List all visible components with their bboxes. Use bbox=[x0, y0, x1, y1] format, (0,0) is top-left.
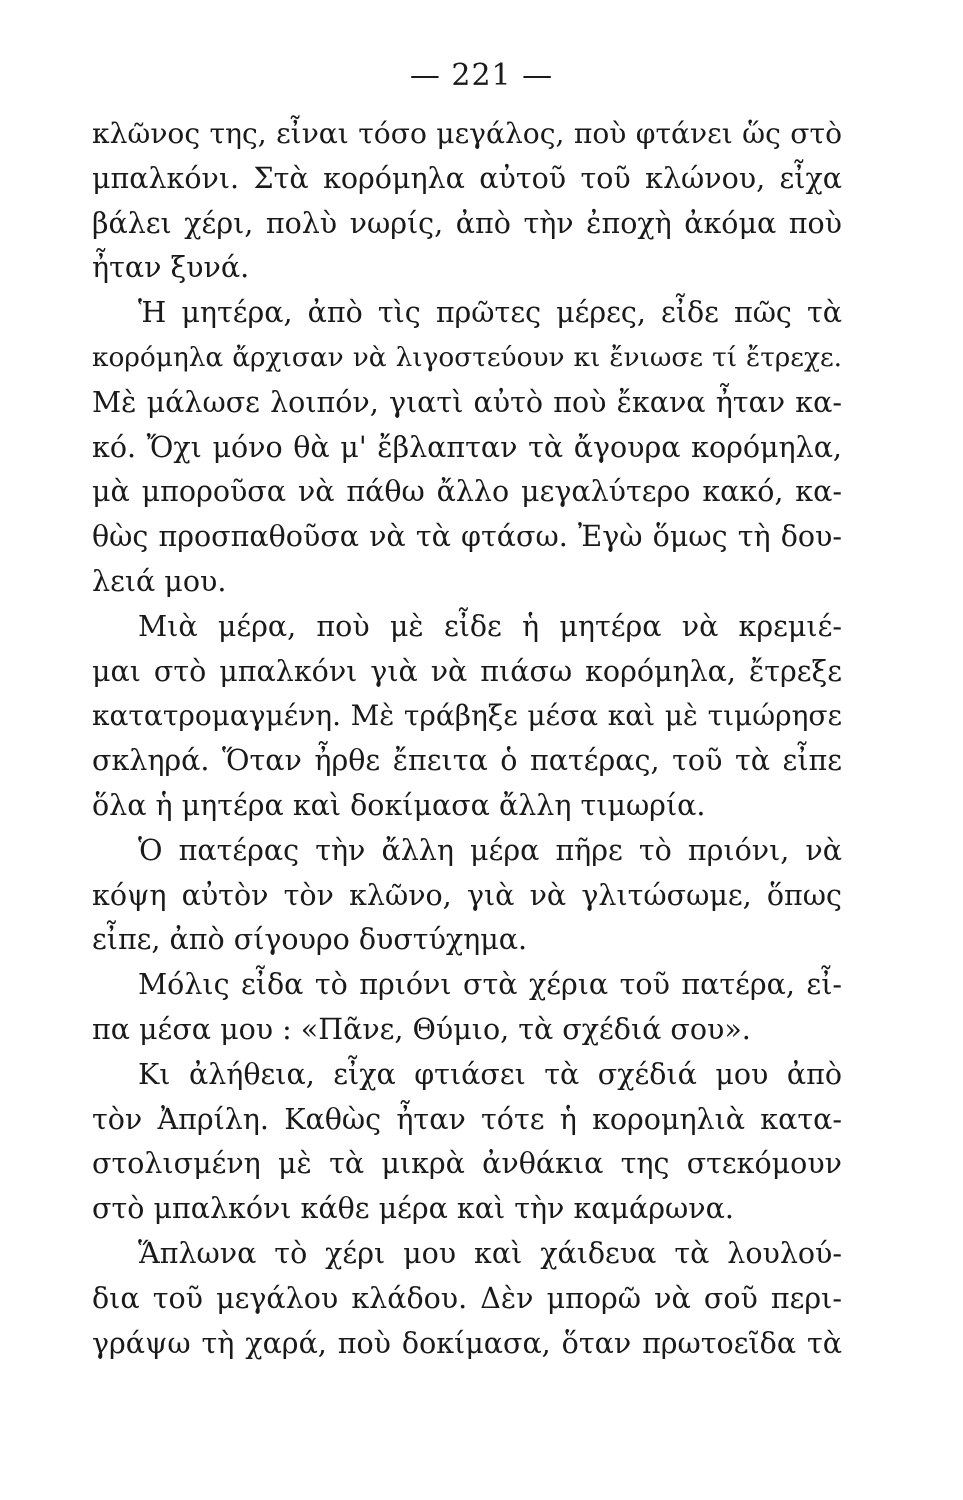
text-line: κλῶνος της, εἶναι τόσο μεγάλος, ποὺ φτάνει ὥς στὸ bbox=[92, 117, 842, 150]
text-line: σκληρά. Ὅταν ἦρθε ἔπειτα ὁ πατέρας, τοῦ τὰ εἶπε bbox=[92, 744, 842, 778]
text-line: Κι ἀλήθεια, εἶχα φτιάσει τὰ σχέδιά μου ἀπὸ bbox=[138, 1057, 842, 1091]
text-line: μὰ μποροῦσα νὰ πάθω ἄλλο μεγαλύτερο κακό, κα- bbox=[92, 475, 842, 509]
text-line: κατατρομαγμένη. Μὲ τράβηξε μέσα καὶ μὲ τιμώρησε bbox=[92, 699, 842, 733]
page-number: — 221 — bbox=[409, 58, 554, 93]
text-line: βάλει χέρι, πολὺ νωρίς, ἀπὸ τὴν ἐποχὴ ἀκόμα ποὺ bbox=[92, 206, 842, 240]
text-line: τὸν Ἀπρίλη. Καθὼς ἦταν τότε ἡ κορομηλιὰ κατα- bbox=[92, 1102, 842, 1136]
text-line: πα μέσα μου : «Πᾶνε, Θύμιο, τὰ σχέδιά σου». bbox=[92, 1012, 751, 1046]
body-text bbox=[92, 112, 842, 1366]
text-line: ἦταν ξυνά. bbox=[92, 251, 250, 285]
text-line: Ἡ μητέρα, ἀπὸ τὶς πρῶτες μέρες, εἶδε πῶς τὰ bbox=[138, 296, 842, 330]
text-line: ὅλα ἡ μητέρα καὶ δοκίμασα ἄλλη τιμωρία. bbox=[92, 788, 706, 822]
text-line: Μὲ μάλωσε λοιπόν, γιατὶ αὐτὸ ποὺ ἔκανα ἦταν κα- bbox=[92, 385, 842, 419]
text-line: Ἅπλωνα τὸ χέρι μου καὶ χάιδευα τὰ λουλού- bbox=[138, 1236, 842, 1270]
text-line: Μιὰ μέρα, ποὺ μὲ εἶδε ἡ μητέρα νὰ κρεμιέ- bbox=[138, 609, 842, 643]
text-line: θὼς προσπαθοῦσα νὰ τὰ φτάσω. Ἐγὼ ὅμως τὴ δου- bbox=[92, 520, 842, 554]
text-line: κό. Ὄχι μόνο θὰ μ' ἔβλαπταν τὰ ἄγουρα κορόμηλα, bbox=[92, 430, 842, 464]
text-line: κορόμηλα ἄρχισαν νὰ λιγοστεύουν κι ἔνιωσε τί ἔτρεχε. bbox=[92, 342, 842, 373]
text-line: μπαλκόνι. Στὰ κορόμηλα αὐτοῦ τοῦ κλώνου, εἶχα bbox=[92, 161, 842, 195]
text-line: στὸ μπαλκόνι κάθε μέρα καὶ τὴν καμάρωνα. bbox=[92, 1192, 734, 1226]
text-line: μαι στὸ μπαλκόνι γιὰ νὰ πιάσω κορόμηλα, ἔτρεξε bbox=[92, 654, 842, 688]
text-line: Μόλις εἶδα τὸ πριόνι στὰ χέρια τοῦ πατέρα, εἶ- bbox=[138, 968, 842, 1002]
text-line: δια τοῦ μεγάλου κλάδου. Δὲν μπορῶ νὰ σοῦ περι- bbox=[92, 1281, 842, 1315]
text-line: γράψω τὴ χαρά, ποὺ δοκίμασα, ὅταν πρωτοεῖδα τὰ bbox=[92, 1326, 842, 1360]
text-line: Ὁ πατέρας τὴν ἄλλη μέρα πῆρε τὸ πριόνι, νὰ bbox=[138, 833, 842, 867]
text-line: λειά μου. bbox=[92, 564, 227, 598]
text-line: κόψη αὐτὸν τὸν κλῶνο, γιὰ νὰ γλιτώσωμε, ὅπως bbox=[92, 878, 842, 912]
text-line: εἶπε, ἀπὸ σίγουρο δυστύχημα. bbox=[92, 923, 528, 957]
text-line: στολισμένη μὲ τὰ μικρὰ ἀνθάκια της στεκόμουν bbox=[92, 1147, 842, 1181]
